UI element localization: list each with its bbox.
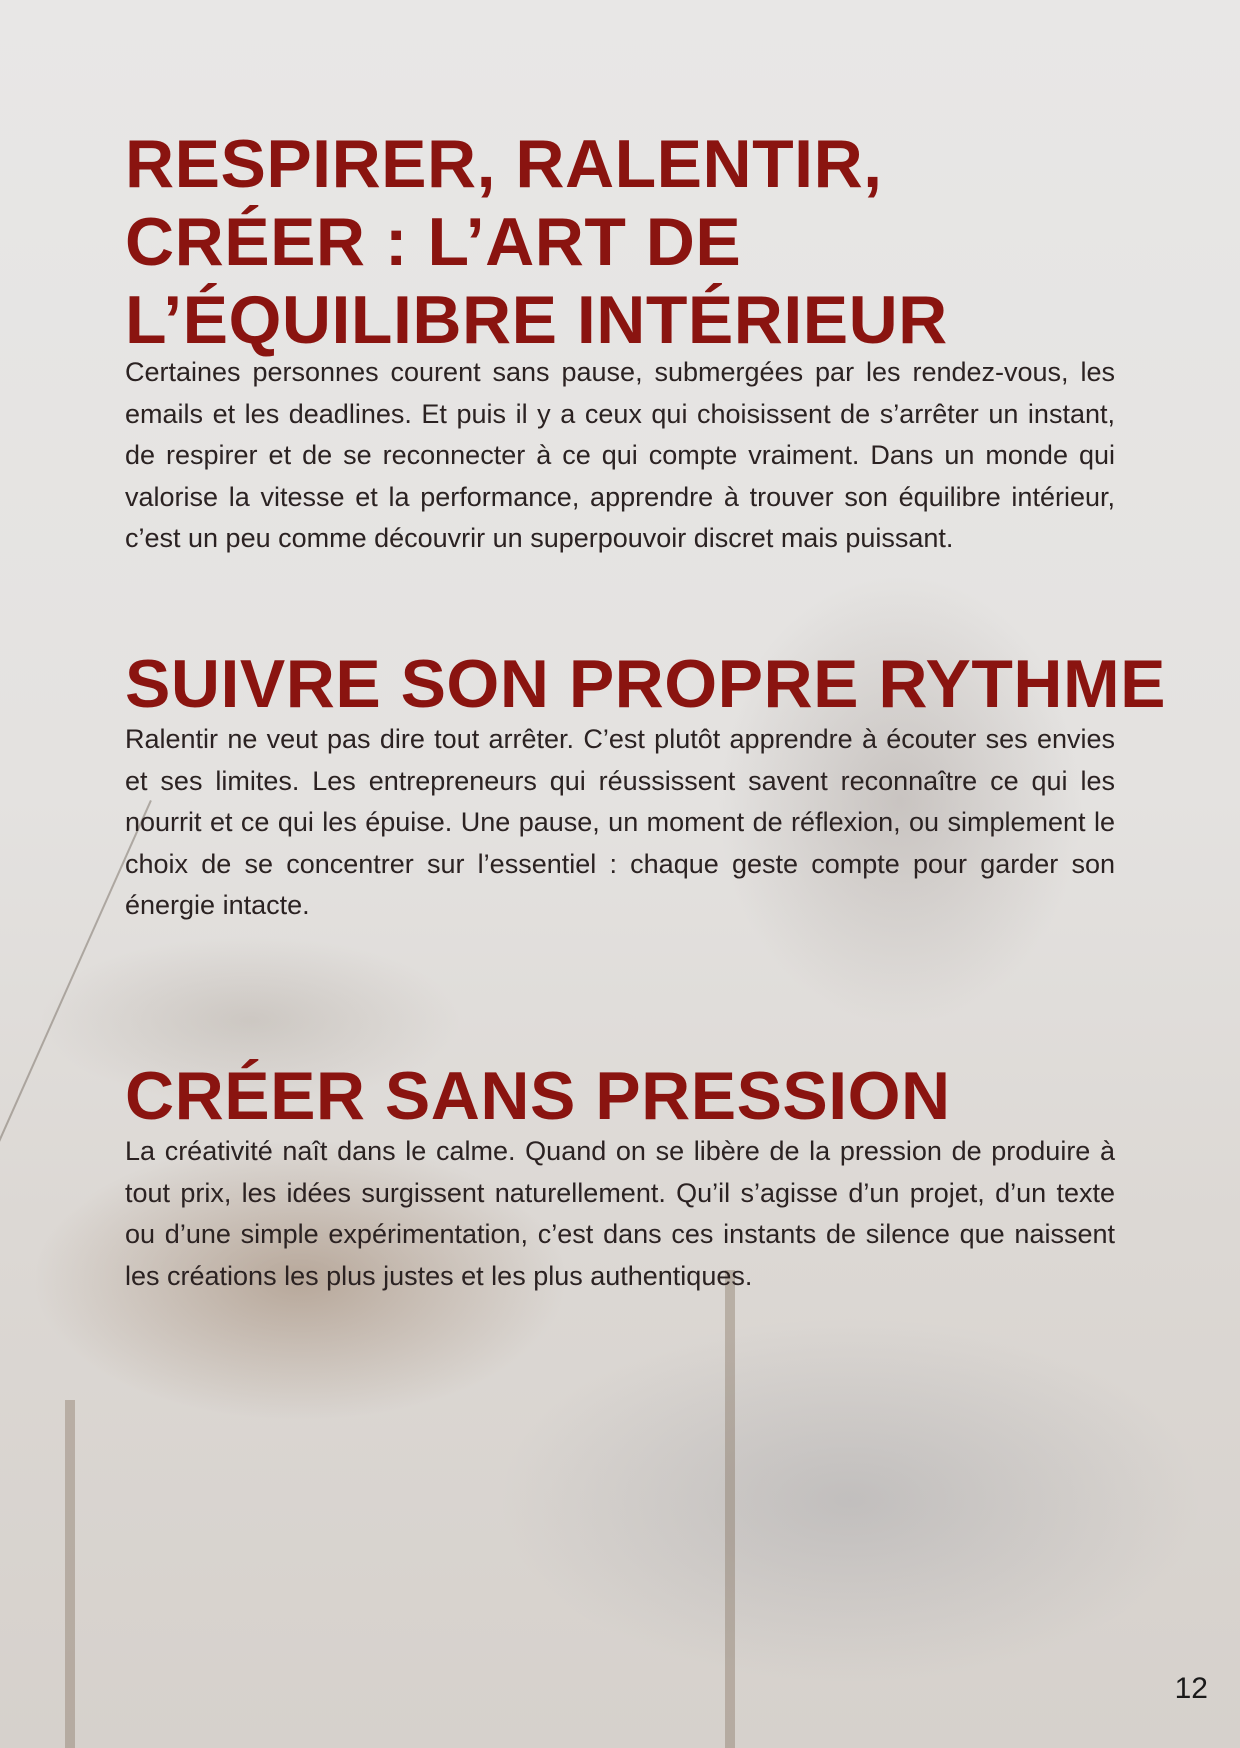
table-leg [725,1270,735,1748]
page-title: RESPIRER, RALENTIR, CRÉER : L’ART DE L’ÉQUILIBRE INTÉRIEUR [125,126,948,358]
page-number: 12 [1174,1672,1208,1705]
table-leg [65,1400,75,1748]
intro-paragraph: Certaines personnes courent sans pause, submergées par les rendez-vous, les emails et les deadlines. Et puis il y a ceux qui choisissent de s’arrêter un instant, de respirer et de se reconnecter à ce qui compte vraiment. Dans un monde qui valorise la vitesse et la performance, apprendre à trouver son équilibre intérieur, c’est un peu comme découvrir un superpouvoir discret mais puissant. [125,357,1115,553]
section-heading: SUIVRE SON PROPRE RYTHME [125,646,1166,722]
section-heading: CRÉER SANS PRESSION [125,1058,951,1134]
section-paragraph: La créativité naît dans le calme. Quand on se libère de la pression de produire à tout prix, les idées surgissent naturellement. Qu’il s’agisse d’un projet, d’un texte ou d’une simple expérimentation, c’est dans ces instants de silence que naissent les créations les plus justes et les plus authentiques. [125,1136,1115,1291]
section-paragraph: Ralentir ne veut pas dire tout arrêter. C’est plutôt apprendre à écouter ses envies et ses limites. Les entrepreneurs qui réussissent savent reconnaître ce qui les nourrit et ce qui les épuise. Une pause, un moment de réflexion, ou simplement le choix de se concentrer sur l’essentiel : chaque geste compte pour garder son énergie intacte. [125,724,1115,920]
